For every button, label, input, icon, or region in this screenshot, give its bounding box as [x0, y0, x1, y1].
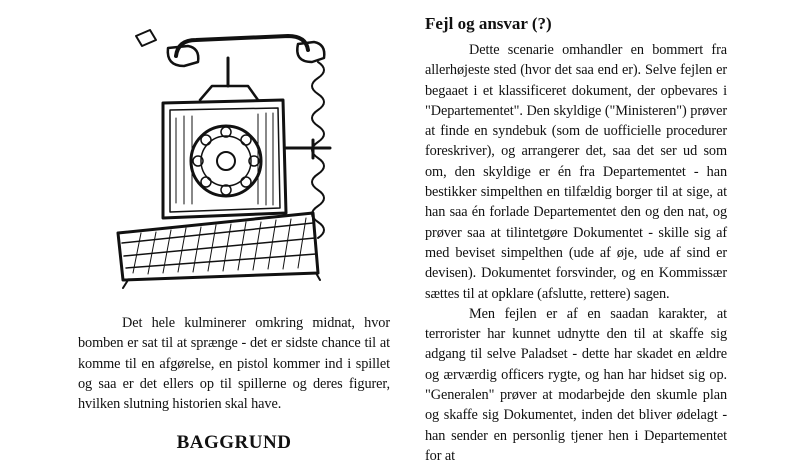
body-paragraph: Men fejlen er af en saadan karakter, at terrorister har kunnet udnytte den til at skaffe sig adgang til selve Paladset - dette har skadet en ældre og ærværdig officers rygte, og han har hidset sig op. "Generalen" prøver at modarbejde den skumle plan og skaffe sig Dokumentet, inden det bliver ødelagt - han sender en personlig tjener hen i Departementet for at [425, 305, 727, 464]
body-paragraph: Dette scenarie omhandler en bommert fra allerhøjeste sted (hvor det saa end er). Selve fejlen er begaaet i et klassificeret dokument, der opbevares i "Departementet". Den skyldige ("Ministeren") prøver at finde en syndebuk (som de uofficielle procedurer foreskriver), og arrangerer det, saa det ser ud som om, den skyldige er én fra Departementet - han bestikker simpelthen en tilfældig borger til at sige, at han saa én forlade Departementet den og den nat, og prøver saa at tilintetgøre Dokumentet - skille sig af med beviset simpelthen (ude af øje, ude af sind er devisen). Dokumentet forsvinder, og en Kommissær sættes til at opklare (afslutte, rettere) sagen. [425, 42, 727, 302]
intro-paragraph: Det hele kulminerer omkring midnat, hvor bomben er sat til at sprænge - det er sidste chance til at komme til en afgørelse, en pistol kommer ind i spillet og saa er det ellers op til spillerne og deres figurer, hvilken slutning historien skal have. [78, 315, 390, 413]
right-column [425, 0, 727, 464]
telephone-illustration [108, 18, 358, 298]
right-body [425, 40, 727, 466]
left-column [78, 0, 390, 453]
section-heading-baggrund: BAGGRUND [176, 432, 292, 453]
section-heading-fejl: Fejl og ansvar (?) [425, 14, 552, 33]
